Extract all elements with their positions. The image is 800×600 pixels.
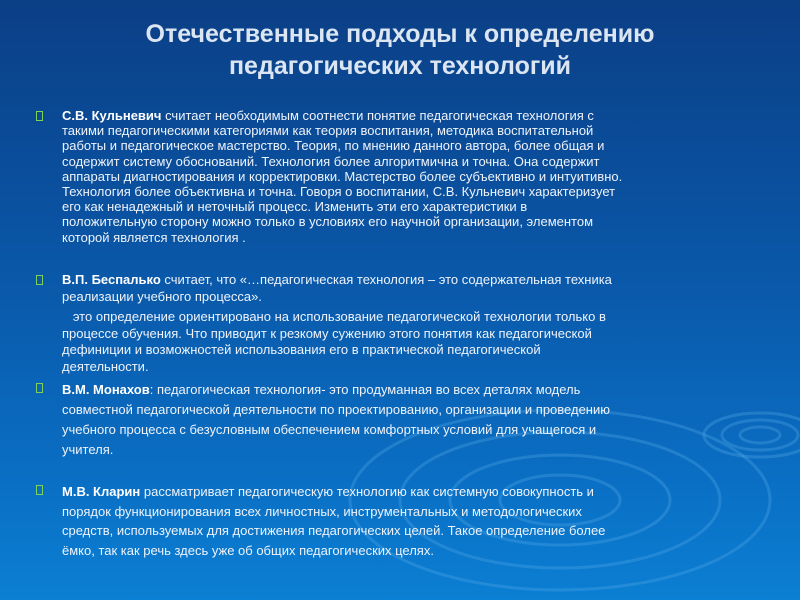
author-name: С.В. Кульневич bbox=[62, 108, 162, 123]
text-line: считает необходимым соотнести понятие педагогическая технология с bbox=[161, 108, 594, 123]
text-line: считает, что «…педагогическая технология – это содержательная техника bbox=[160, 272, 612, 287]
text-line: реализации учебного процесса». bbox=[62, 288, 262, 304]
title-line: Отечественные подходы к определению bbox=[145, 20, 655, 48]
text-line: работы и педагогическое мастерство. Теория, по мнению данного автора, более общая и bbox=[62, 138, 605, 154]
paragraph-bespalko bbox=[62, 272, 762, 375]
text-line: содержит систему обоснований. Технология более алгоритмична и точна. Она содержит bbox=[62, 153, 600, 169]
text-line: это определение ориентировано на использование педагогической технологии только в bbox=[62, 309, 606, 324]
bullet-icon bbox=[36, 111, 43, 121]
text-line: которой является технология . bbox=[62, 229, 246, 245]
text-line: процессе обучения. Что приводит к резкому сужению этого понятия как педагогической bbox=[62, 325, 592, 341]
text-line: совместной педагогической деятельности по проектированию, организации и проведению bbox=[62, 402, 610, 417]
bullet-icon bbox=[36, 485, 43, 495]
text-line: аппараты диагностирования и корректировки. Мастерство более субъективно и интуитивно. bbox=[62, 168, 623, 184]
bullet-icon bbox=[36, 275, 43, 285]
text-line: положительную сторону можно только в условиях его научной организации, элементом bbox=[62, 214, 594, 230]
text-line: такими педагогическими категориями как теория воспитания, методика воспитательной bbox=[62, 123, 594, 139]
slide-title bbox=[0, 18, 800, 82]
text-line: : педагогическая технология- это продуманная во всех деталях модель bbox=[149, 382, 581, 397]
text-line: порядок функционирования всех личностных, инструментальных и методологических bbox=[62, 503, 582, 519]
paragraph-kulnevich bbox=[62, 108, 762, 245]
title-line: педагогических технологий bbox=[228, 52, 572, 80]
author-name: В.М. Монахов bbox=[62, 382, 150, 397]
text-line: ёмко, так как речь здесь уже об общих педагогических целях. bbox=[62, 542, 434, 558]
text-line: Технология более объективна и точна. Говоря о воспитании, С.В. Кульневич характеризует bbox=[62, 184, 616, 200]
paragraph-monakhov bbox=[62, 380, 762, 460]
text-line: деятельности. bbox=[62, 358, 149, 374]
text-line: его как ненадежный и неточный процесс. Изменить эти его характеристики в bbox=[62, 199, 528, 215]
text-line: дефиниции и возможностей использования его в практической педагогической bbox=[62, 342, 541, 357]
text-line: рассматривает педагогическую технологию как системную совокупность и bbox=[140, 484, 594, 499]
author-name: В.П. Беспалько bbox=[62, 272, 161, 287]
author-name: М.В. Кларин bbox=[62, 484, 141, 499]
text-line: учебного процесса с безусловным обеспечением комфортных условий для учащегося и bbox=[62, 422, 597, 437]
paragraph-klarin bbox=[62, 482, 762, 560]
bullet-icon bbox=[36, 383, 43, 393]
text-line: средств, используемых для достижения педагогических целей. Такое определение более bbox=[62, 523, 606, 538]
text-line: учителя. bbox=[62, 442, 114, 457]
